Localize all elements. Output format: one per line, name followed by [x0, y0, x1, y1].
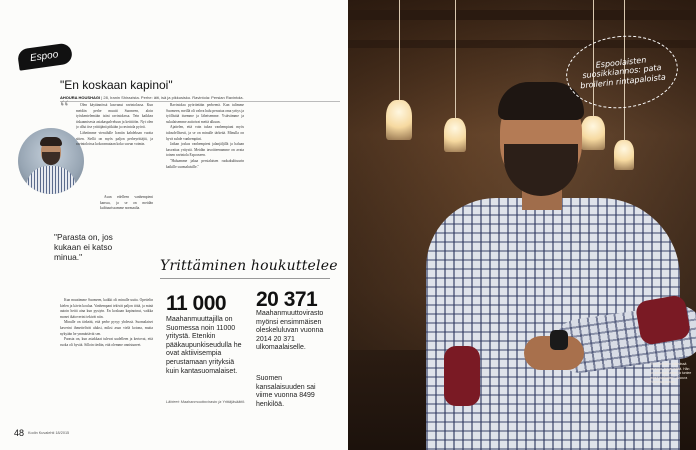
- body-column-a2: [100, 195, 153, 235]
- pull-quote: "Parasta on, jos kukaan ei katso minua.": [54, 232, 113, 262]
- body-paragraph: Olen käytännössä kasvanut ravintolassa. Kun meidän perhe muutti Suomeen, aloin työskentelemään isäni ravintolassa. Tein kaikkea tiskaamisesta asiakaspalveluun ja keittiöön. Nyt olen jo ollut itse yrittäjänä pitkään ja ravintola pyörii.: [76, 103, 153, 130]
- dish-callout-text: Espoolaisten suosikkiannos: pata broilerin rintapaloista: [579, 55, 667, 91]
- stat-text-citizenship: Suomen kansalaisuuden sai viime vuonna 8499 henkilöä.: [256, 375, 316, 408]
- body-paragraph: Lähetimme vierailulle Iraniin kahdeksan vuotta sitten. Siellä on myös paljon perheyrittäjiä, ja ravintoloissa kokoonnutaan koko suvun voimin.: [76, 130, 153, 147]
- portrait-photo-man: [404, 86, 696, 450]
- body-column-a3: [60, 298, 153, 426]
- wristwatch-icon: [550, 330, 568, 350]
- section-tag: Espoo: [17, 42, 74, 70]
- fact-box-title: Yrittäminen houkuttelee: [160, 258, 338, 274]
- ceiling-beam: [348, 10, 696, 20]
- body-paragraph: Minulle on tärkeää, että perhe pysyy yhdessä. Suomalaiset kaverini ihmettelivät aluksi, miksi asun vielä kotona, mutta nykyään he ymmärtävät sen.: [60, 320, 153, 336]
- headline-rule: [60, 101, 340, 102]
- body-paragraph: Asun edelleen vanhempieni kanssa, ja se on meidän kulttuurissamme normaalia.: [100, 195, 153, 211]
- stat-number-permits: 20 371: [256, 288, 318, 311]
- author-portrait: [18, 128, 84, 194]
- opening-quote-icon: “: [60, 97, 69, 119]
- stat-text-businesses: Maahanmuuttajilla on Suomessa noin 11000 yritystä. Etenkin pääkaupunkiseudulla he ovat aktiivisempia perustamaan yrityksiä kuin kantasuomalaiset.: [166, 316, 242, 375]
- page-number: 48: [14, 428, 25, 438]
- stat-text-permits: Maahanmuuttovirasto myönsi ensimmäisen oleskeluluvan vuonna 2014 20 371 ulkomaalaiselle.: [256, 310, 324, 352]
- photo-caption: "Kun tarvitsen elämässä neuvoja, kysyn isältä. Hän on kokenut kaiken ja tuntee minut parhaiten", Ahoura Houshagi sanoo.: [650, 362, 692, 385]
- article-headline: "En koskaan kapinoi": [60, 78, 173, 92]
- body-paragraph: Ajattelen, että voin tukea vanhempiani myös taloudellisesti, ja se on minulle tärkeää. Minulla on hyvä suhde vanhempiini.: [166, 125, 244, 141]
- body-paragraph: Kun muutimme Suomeen, kaikki oli minulle uutta. Opettelin kielen ja kävin koulua. Vanhempani tekivät paljon töitä, ja minä autoin heitä aina kun pystyin. En koskaan kapinoinut, vaikka monet ikätoverini tekivät niin.: [60, 298, 153, 319]
- magazine-issue: Kodin Kuvalehti 18/2015: [28, 431, 70, 435]
- body-paragraph: Ravintolaa pyöritetään perheenä. Kun tulimme Suomeen, meillä oli vahva halu perustaa oma yritys ja työllistää itsemme ja läheisemme. Ystävämme ja sukulaisemme auttoivat meitä alkuun.: [166, 103, 244, 124]
- byline-details: | 28, Iranin Shirazista. Perhe: äiti, isä ja pikkusisko. Ravintola: Persian Ravintola.: [101, 95, 244, 100]
- fact-box-source: Lähteet: Maahanmuuttovirasto ja Yrittäjäsäätiö.: [166, 400, 246, 404]
- body-paragraph: Jatkan joskus vanhempieni jalanjäljillä ja haluan kasvattaa yritystä. Meidän tavoitteenamme on avata toinen ravintola Espooseen.: [166, 142, 244, 158]
- body-paragraph: "Haluamme jakaa persialaisen ruokakulttuurin kaikille suomalaisille.": [166, 158, 244, 169]
- byline: [60, 95, 340, 100]
- byline-author: AHOURA HOUSHAGI: [60, 95, 101, 100]
- right-page-photo: [348, 0, 696, 450]
- lamp-cord: [399, 0, 400, 100]
- stat-number-businesses: 11 000: [166, 292, 227, 315]
- fact-box-rule: [160, 278, 330, 279]
- body-paragraph: Parasta on, kun asiakkaat tulevat uudelleen ja kertovat, että ruoka oli hyvää. Silloin tiedän, että olemme onnistuneet.: [60, 337, 153, 347]
- body-column-b: [166, 103, 244, 246]
